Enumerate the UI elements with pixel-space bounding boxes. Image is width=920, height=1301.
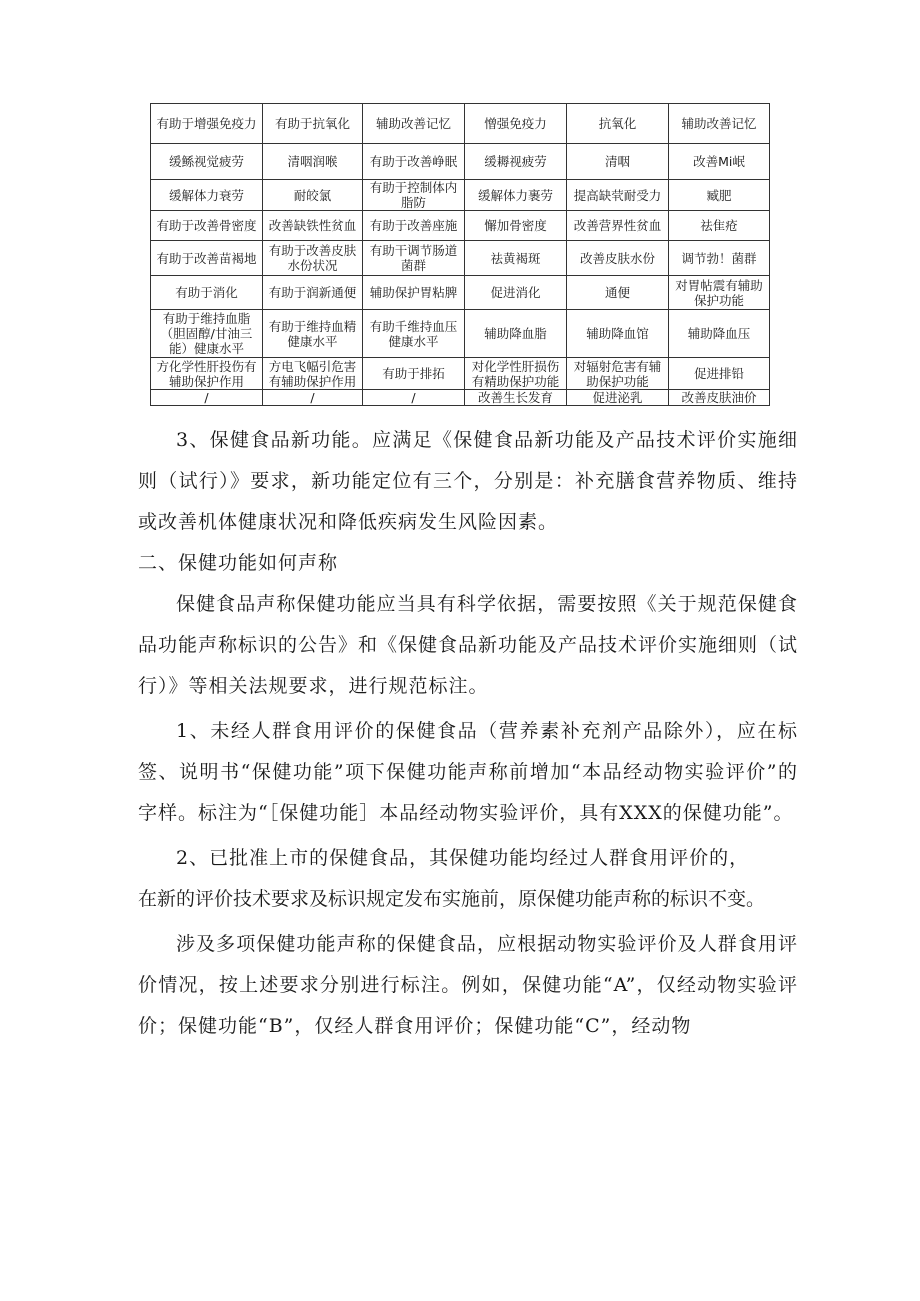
table-cell: 有助于改善峥眠 <box>363 144 465 180</box>
table-row <box>151 276 770 310</box>
table-row <box>151 104 770 144</box>
paragraph-multiple-claims: 涉及多项保健功能声称的保健食品，应根据动物实验评价及人群食用评价情况，按上述要求分别进行标注。例如，保健功能“A”，仅经动物实验评价；保健功能“B”，仅经人群食用评价；保健功能“C”，经动物 <box>138 933 798 1037</box>
table-cell: 缓鲧视觉疲劳 <box>151 144 263 180</box>
table-cell: 抗氧化 <box>567 104 669 144</box>
table-cell: 促进泌乳 <box>567 390 669 406</box>
table-cell: 祛隹疮 <box>669 211 770 241</box>
table-cell: 对胃帖震有辅助保护功能 <box>669 276 770 310</box>
table-cell: 有助于维持血脂（胆固醇/甘油三能）健康水平 <box>151 310 263 358</box>
table-cell: 缓解体力衰劳 <box>151 180 263 211</box>
table-cell: 清咽润喉 <box>263 144 363 180</box>
table-row <box>151 211 770 241</box>
table-cell: 清咽 <box>567 144 669 180</box>
table-cell: 辅助降血压 <box>669 310 770 358</box>
table-cell: 缓解体力裹劳 <box>465 180 567 211</box>
table-cell: 辅助降血馆 <box>567 310 669 358</box>
table-cell: 缓耨视疲劳 <box>465 144 567 180</box>
paragraph-approved-b: 在新的评价技术要求及标识规定发布实施前，原保健功能声称的标识不变。 <box>138 888 766 910</box>
table-cell: 憎强免疫力 <box>465 104 567 144</box>
table-cell: / <box>363 390 465 406</box>
table-cell: 对辐射危害有辅助保护功能 <box>567 358 669 390</box>
table-cell: 有助于改善皮肤水份状况 <box>263 241 363 276</box>
table-cell: 有助于控制体内脂防 <box>363 180 465 211</box>
paragraph-approved-a: 2、已批准上市的保健食品，其保健功能均经过人群食用评价的， <box>176 847 750 869</box>
table-cell: 方电飞幅引危害有辅助保护作用 <box>263 358 363 390</box>
table-cell: 有助于抗氧化 <box>263 104 363 144</box>
table-cell: 调节勃！菌群 <box>669 241 770 276</box>
table-cell: 辅助降血脂 <box>465 310 567 358</box>
table-cell: 有助于维持血精健康水平 <box>263 310 363 358</box>
table-cell: 改善缺铁性贫血 <box>263 211 363 241</box>
health-function-table <box>150 103 770 406</box>
table-cell: 有助于改善苗褐地 <box>151 241 263 276</box>
table-cell: 通便 <box>567 276 669 310</box>
table-cell: 改善皮肤油价 <box>669 390 770 406</box>
table-cell: 祛黄褐斑 <box>465 241 567 276</box>
table-cell: 改善Mi岷 <box>669 144 770 180</box>
table-row <box>151 390 770 406</box>
table-cell: / <box>263 390 363 406</box>
table-cell: 提高缺茕耐受力 <box>567 180 669 211</box>
table-cell: 有助于改善骨密度 <box>151 211 263 241</box>
table-cell: 方化学性肝投伤有辅助保护作用 <box>151 358 263 390</box>
table-cell: 对化学性肝损伤有精助保护功能 <box>465 358 567 390</box>
table-row <box>151 180 770 211</box>
table-cell: 有助于改善座施 <box>363 211 465 241</box>
paragraph-new-functions: 3、保健食品新功能。应满足《保健食品新功能及产品技术评价实施细则（试行）》要求，新功能定位有三个，分别是：补充膳食营养物质、维持或改善机体健康状况和降低疾病发生风险因素。 <box>138 429 798 533</box>
table-cell: 改善生长发育 <box>465 390 567 406</box>
table-cell: 耐皎氯 <box>263 180 363 211</box>
paragraph-animal-test: 1、未经人群食用评价的保健食品（营养素补充剂产品除外），应在标签、说明书“保健功能”项下保健功能声称前增加“本品经动物实验评价”的字样。标注为“［保健功能］本品经动物实验评价，具有XXX的保健功能”。 <box>138 720 798 824</box>
table-cell: 懈加骨密度 <box>465 211 567 241</box>
table-cell: 促进排铅 <box>669 358 770 390</box>
table-cell: 促进消化 <box>465 276 567 310</box>
table-cell: 有助千维持血压健康水平 <box>363 310 465 358</box>
table-cell: 辅助改善记忆 <box>669 104 770 144</box>
table-cell: 有助于排拓 <box>363 358 465 390</box>
table-row <box>151 310 770 358</box>
table-cell: 臧肥 <box>669 180 770 211</box>
table-row <box>151 144 770 180</box>
table-cell: 辅助保护胃粘脾 <box>363 276 465 310</box>
table-cell: / <box>151 390 263 406</box>
table-row <box>151 241 770 276</box>
table-cell: 辅助改善记忆 <box>363 104 465 144</box>
table-cell: 改善皮肤水份 <box>567 241 669 276</box>
body-text <box>138 420 798 1047</box>
table-cell: 有助干调节肠道菌群 <box>363 241 465 276</box>
table-row <box>151 358 770 390</box>
table-cell: 改善营界性贫血 <box>567 211 669 241</box>
table-cell: 有助于润新通便 <box>263 276 363 310</box>
table-cell: 有助于增强免疫力 <box>151 104 263 144</box>
table-cell: 有助于消化 <box>151 276 263 310</box>
section-heading: 二、保健功能如何声称 <box>138 552 339 574</box>
paragraph-claim-basis: 保健食品声称保健功能应当具有科学依据，需要按照《关于规范保健食品功能声称标识的公告》和《保健食品新功能及产品技术评价实施细则（试行）》等相关法规要求，进行规范标注。 <box>138 593 799 697</box>
